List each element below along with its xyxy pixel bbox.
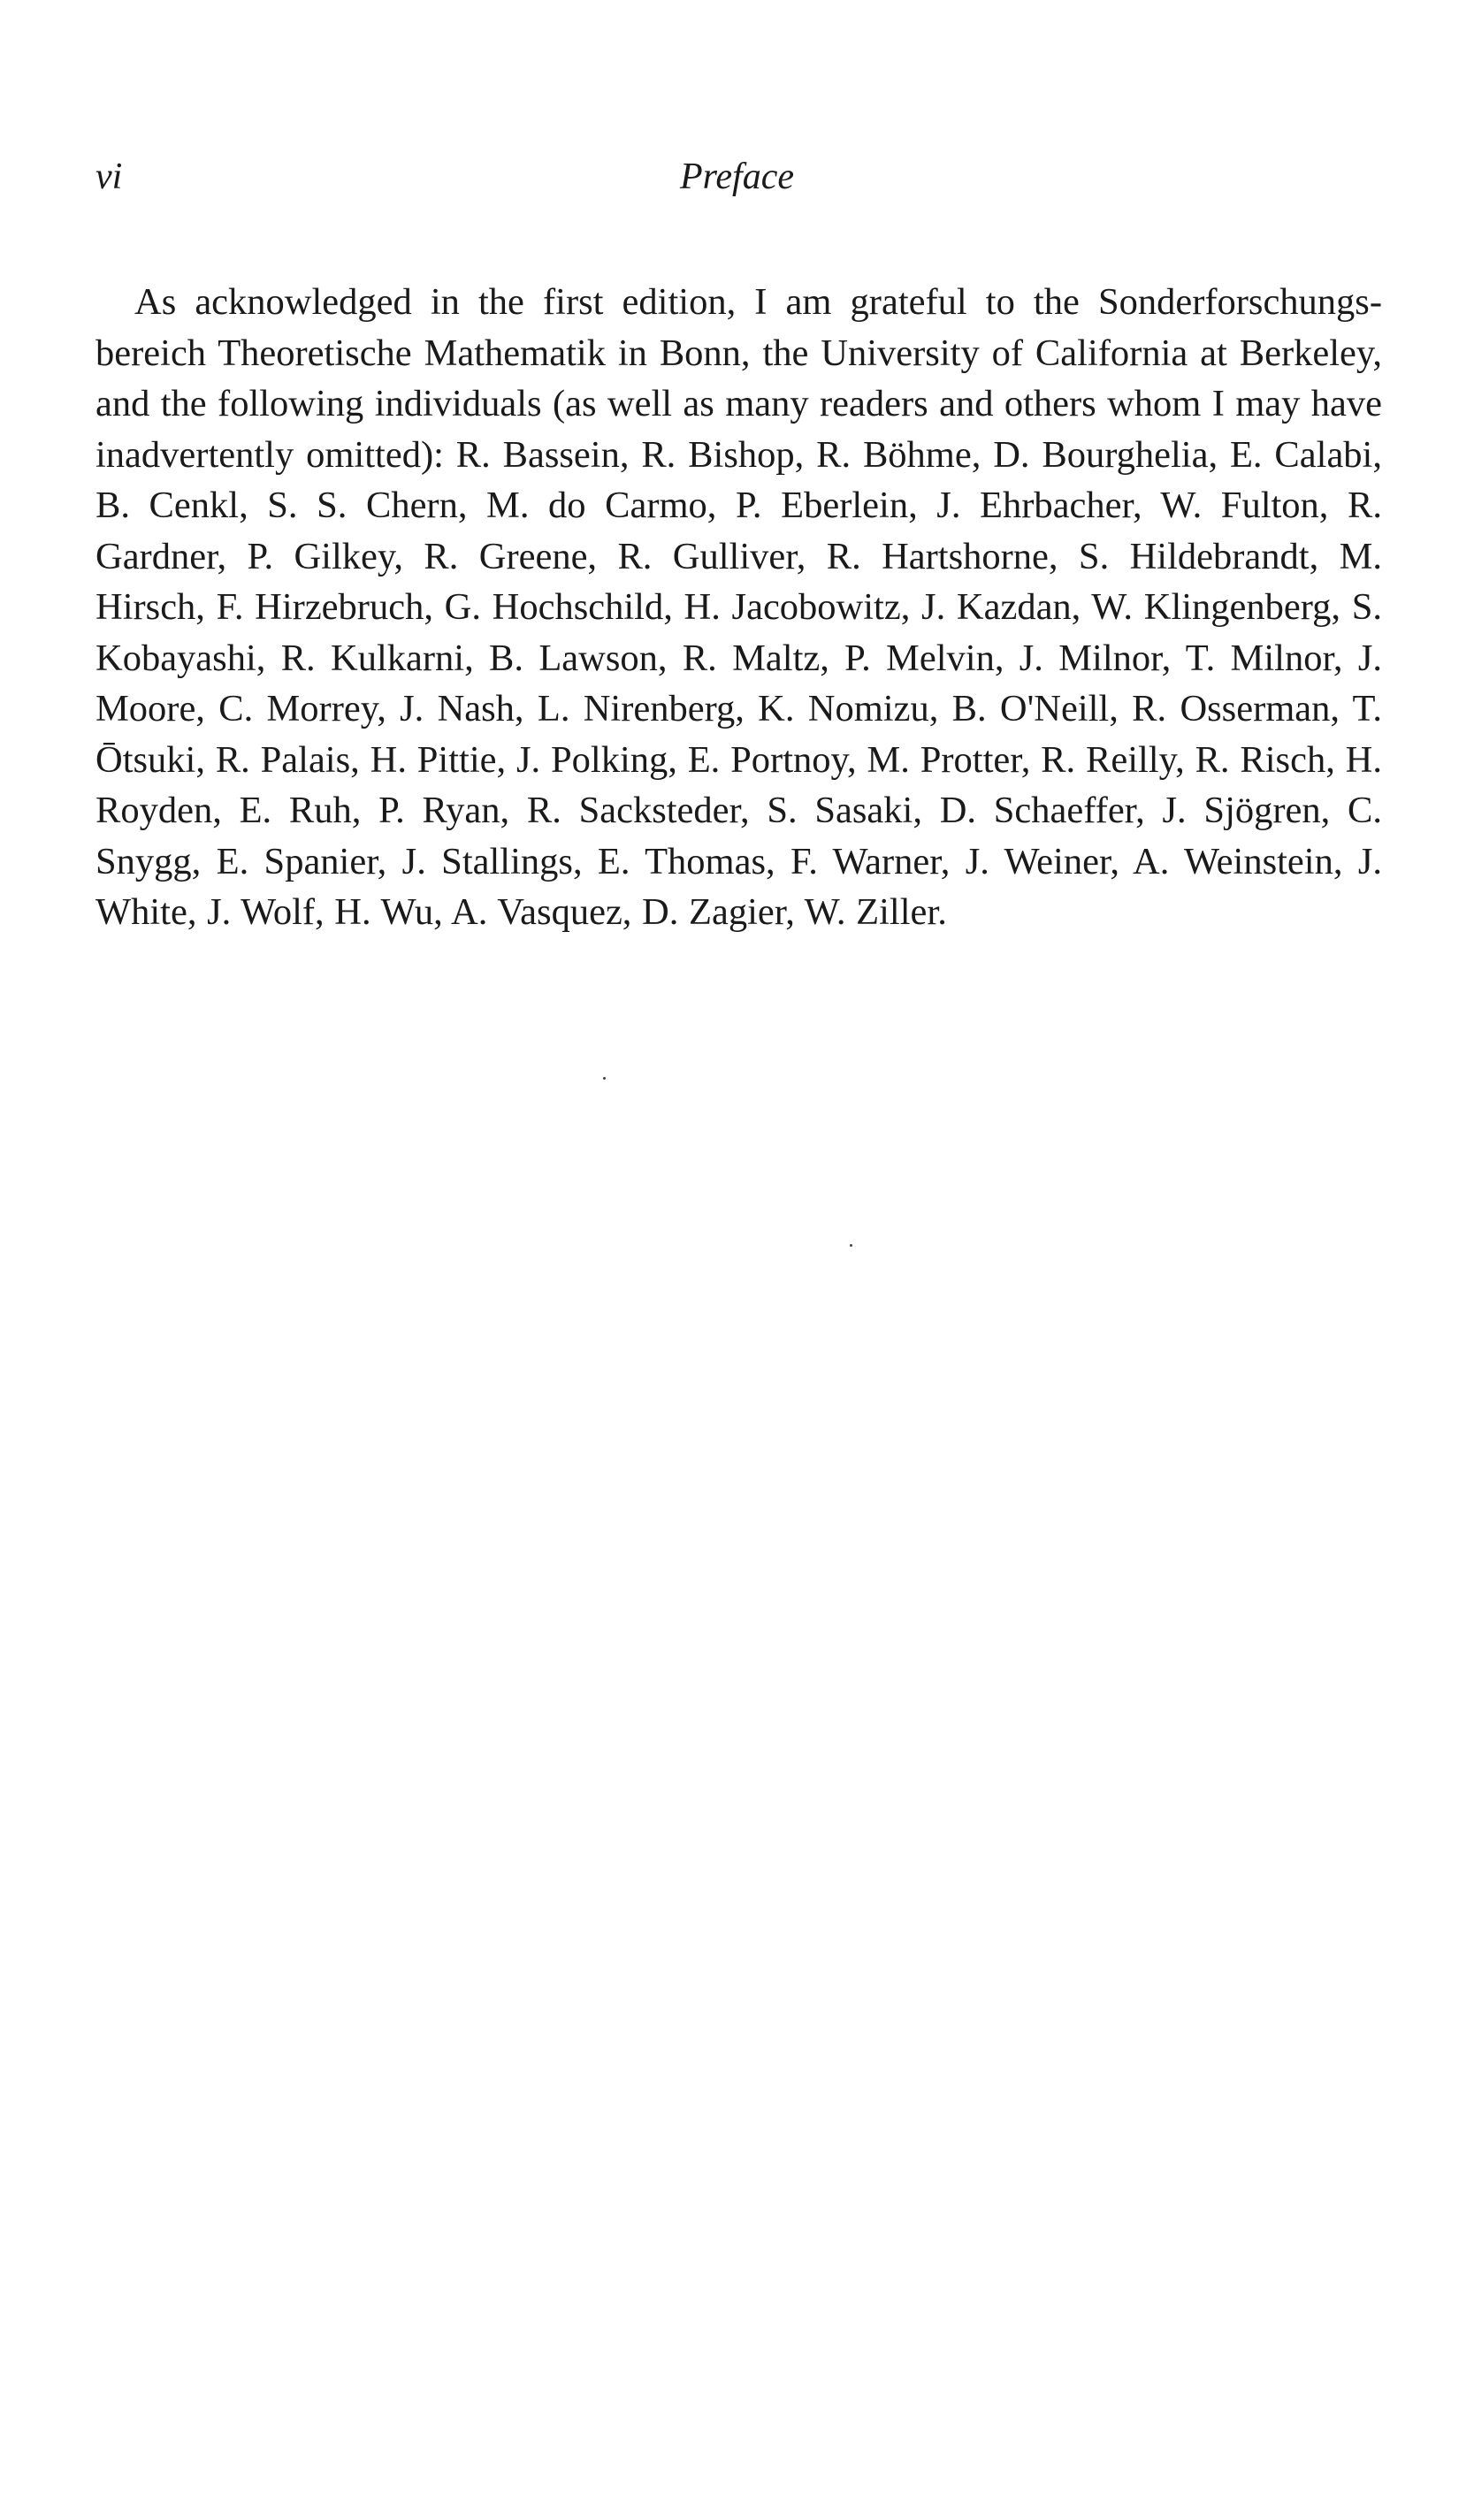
page-header (0, 150, 1474, 203)
print-speck (850, 1244, 852, 1247)
print-speck (603, 1077, 606, 1080)
running-title: Preface (679, 157, 795, 197)
acknowledgements-paragraph: As acknowledged in the first edition, I am grateful to the Sonderforschungs-bereich Theoretische Mathematik in Bonn, the University of California at Berkeley, and the following individuals (as well as many readers and others whom I may have inadvertently omitted): R. Bassein, R. Bishop, R. Böhme, D. Bourghelia, E. Calabi, B. Cenkl, S. S. Chern, M. do Carmo, P. Eberlein, J. Ehrbacher, W. Fulton, R. Gardner, P. Gilkey, R. Greene, R. Gulliver, R. Hartshorne, S. Hildebrandt, M. Hirsch, F. Hirzebruch, G. Hochschild, H. Jacobowitz, J. Kazdan, W. Klingenberg, S. Kobayashi, R. Kulkarni, B. Lawson, R. Maltz, P. Melvin, J. Milnor, T. Milnor, J. Moore, C. Morrey, J. Nash, L. Nirenberg, K. Nomizu, B. O'Neill, R. Osserman, T. Ōtsuki, R. Palais, H. Pittie, J. Polking, E. Portnoy, M. Protter, R. Reilly, R. Risch, H. Royden, E. Ruh, P. Ryan, R. Sacksteder, S. Sasaki, D. Schaeffer, J. Sjögren, C. Snygg, E. Spanier, J. Stallings, E. Thomas, F. Warner, J. Weiner, A. Weinstein, J. White, J. Wolf, H. Wu, A. Vasquez, D. Zagier, W. Ziller. (95, 281, 1382, 933)
page-number: vi (95, 157, 123, 197)
